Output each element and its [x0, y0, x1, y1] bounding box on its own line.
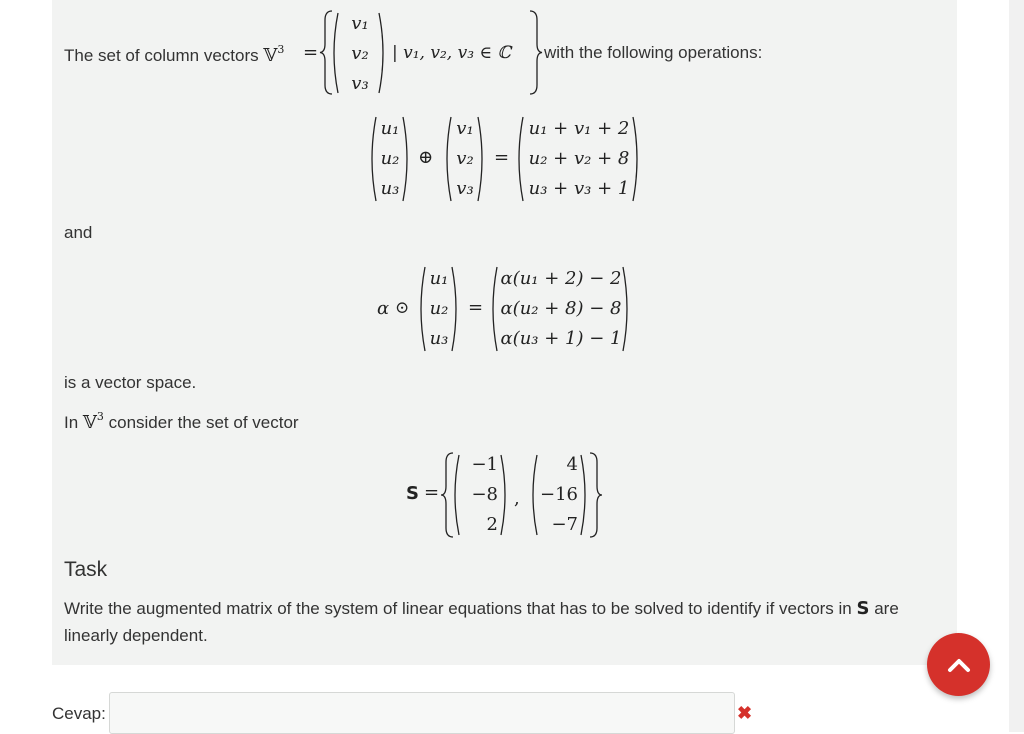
paren-right [402, 116, 412, 202]
set-S-vector [462, 456, 498, 534]
vector-entry: v₃ [456, 178, 474, 199]
vector-entry: α(u₁ + 2) − 2 [500, 268, 622, 289]
intro-text [64, 43, 284, 66]
task-line-2: linearly dependent. [64, 626, 208, 645]
vector-entry: u₂ + v₂ + 8 [528, 148, 630, 169]
set-vector [342, 15, 378, 93]
set-vector-paren-left [329, 12, 339, 94]
vector-entry: 4 [566, 454, 578, 475]
intro-text-before: The set of column vectors [64, 46, 259, 65]
paren-right [451, 266, 461, 352]
paren-right [622, 266, 632, 352]
vector-entry: u₃ [429, 328, 449, 349]
scalar-u-vector [426, 270, 452, 348]
vector-space-symbol: 𝕍 [263, 45, 278, 66]
vector-entry: u₃ + v₃ + 1 [528, 178, 630, 199]
paren-left [450, 454, 460, 536]
set-brace-right [588, 452, 602, 538]
close-icon: ✖ [737, 703, 753, 723]
paren-right [477, 116, 487, 202]
paren-left [514, 116, 524, 202]
set-S-symbol: S [856, 598, 870, 619]
paren-left [367, 116, 377, 202]
scalar-result-vector [500, 270, 622, 348]
odot-operator: ⊙ [395, 298, 410, 318]
paren-left [442, 116, 452, 202]
chevron-up-icon [947, 657, 971, 673]
set-S-symbol: S [406, 483, 419, 504]
and-text: and [64, 223, 93, 242]
vector-entry: α(u₃ + 1) − 1 [500, 328, 622, 349]
vector-space-text: is a vector space. [64, 373, 197, 392]
answer-label: Cevap: [52, 704, 106, 723]
vector-entry: u₂ [429, 298, 449, 319]
add-equals: = [494, 147, 510, 168]
page-scrollbar[interactable] [1009, 0, 1024, 732]
set-S-vector [538, 456, 578, 534]
vector-entry: α(u₂ + 8) − 8 [500, 298, 622, 319]
consider-suffix: consider the set of vector [108, 413, 299, 432]
set-brace-right [528, 10, 542, 95]
vector-entry: u₁ [429, 268, 449, 289]
alpha-symbol: α [377, 298, 390, 319]
vector-entry: −8 [471, 484, 498, 505]
paren-right [632, 116, 642, 202]
vector-entry: v₂ [456, 148, 474, 169]
consider-text [64, 410, 299, 433]
vector-entry: −7 [551, 514, 578, 535]
vector-entry: v₁ [456, 118, 474, 139]
add-v-vector [452, 120, 478, 198]
paren-left [416, 266, 426, 352]
vector-entry: −1 [471, 454, 498, 475]
paren-left [488, 266, 498, 352]
vector-space-superscript: 3 [96, 410, 104, 423]
add-result-vector [524, 120, 634, 198]
vector-entry: u₁ + v₁ + 2 [528, 118, 630, 139]
vector-entry: u₁ [380, 118, 400, 139]
intro-text-after: with the following operations: [544, 43, 763, 62]
task-text: are [874, 599, 899, 618]
paren-left [528, 454, 538, 536]
task-text: Write the augmented matrix of the system of linear equations that has to be solved to identify if vectors in [64, 599, 852, 618]
set-vector-entry: v₂ [351, 43, 369, 64]
scroll-to-top-button[interactable] [927, 633, 990, 696]
intro-equals: = [303, 42, 319, 63]
vector-entry: 2 [486, 514, 498, 535]
vector-entry: −16 [540, 484, 578, 505]
set-S-equals: = [424, 482, 440, 503]
answer-input[interactable] [109, 692, 735, 734]
set-vector-paren-right [378, 12, 388, 94]
oplus-operator: ⊕ [418, 147, 434, 168]
vector-space-superscript: 3 [277, 43, 285, 56]
set-vector-entry: v₁ [351, 13, 369, 34]
vector-entry: u₃ [380, 178, 400, 199]
set-condition: | v₁, v₂, v₃ ∈ ℂ [392, 43, 511, 63]
vector-entry: u₂ [380, 148, 400, 169]
scalar-equals: = [468, 297, 484, 318]
task-heading: Task [64, 558, 108, 581]
task-line-1 [64, 598, 899, 619]
vector-space-symbol: 𝕍 [82, 412, 97, 433]
consider-prefix: In [64, 413, 79, 432]
add-u-vector [377, 120, 403, 198]
set-S-comma: , [514, 488, 520, 509]
set-vector-entry: v₃ [351, 73, 369, 94]
paren-right [500, 454, 510, 536]
